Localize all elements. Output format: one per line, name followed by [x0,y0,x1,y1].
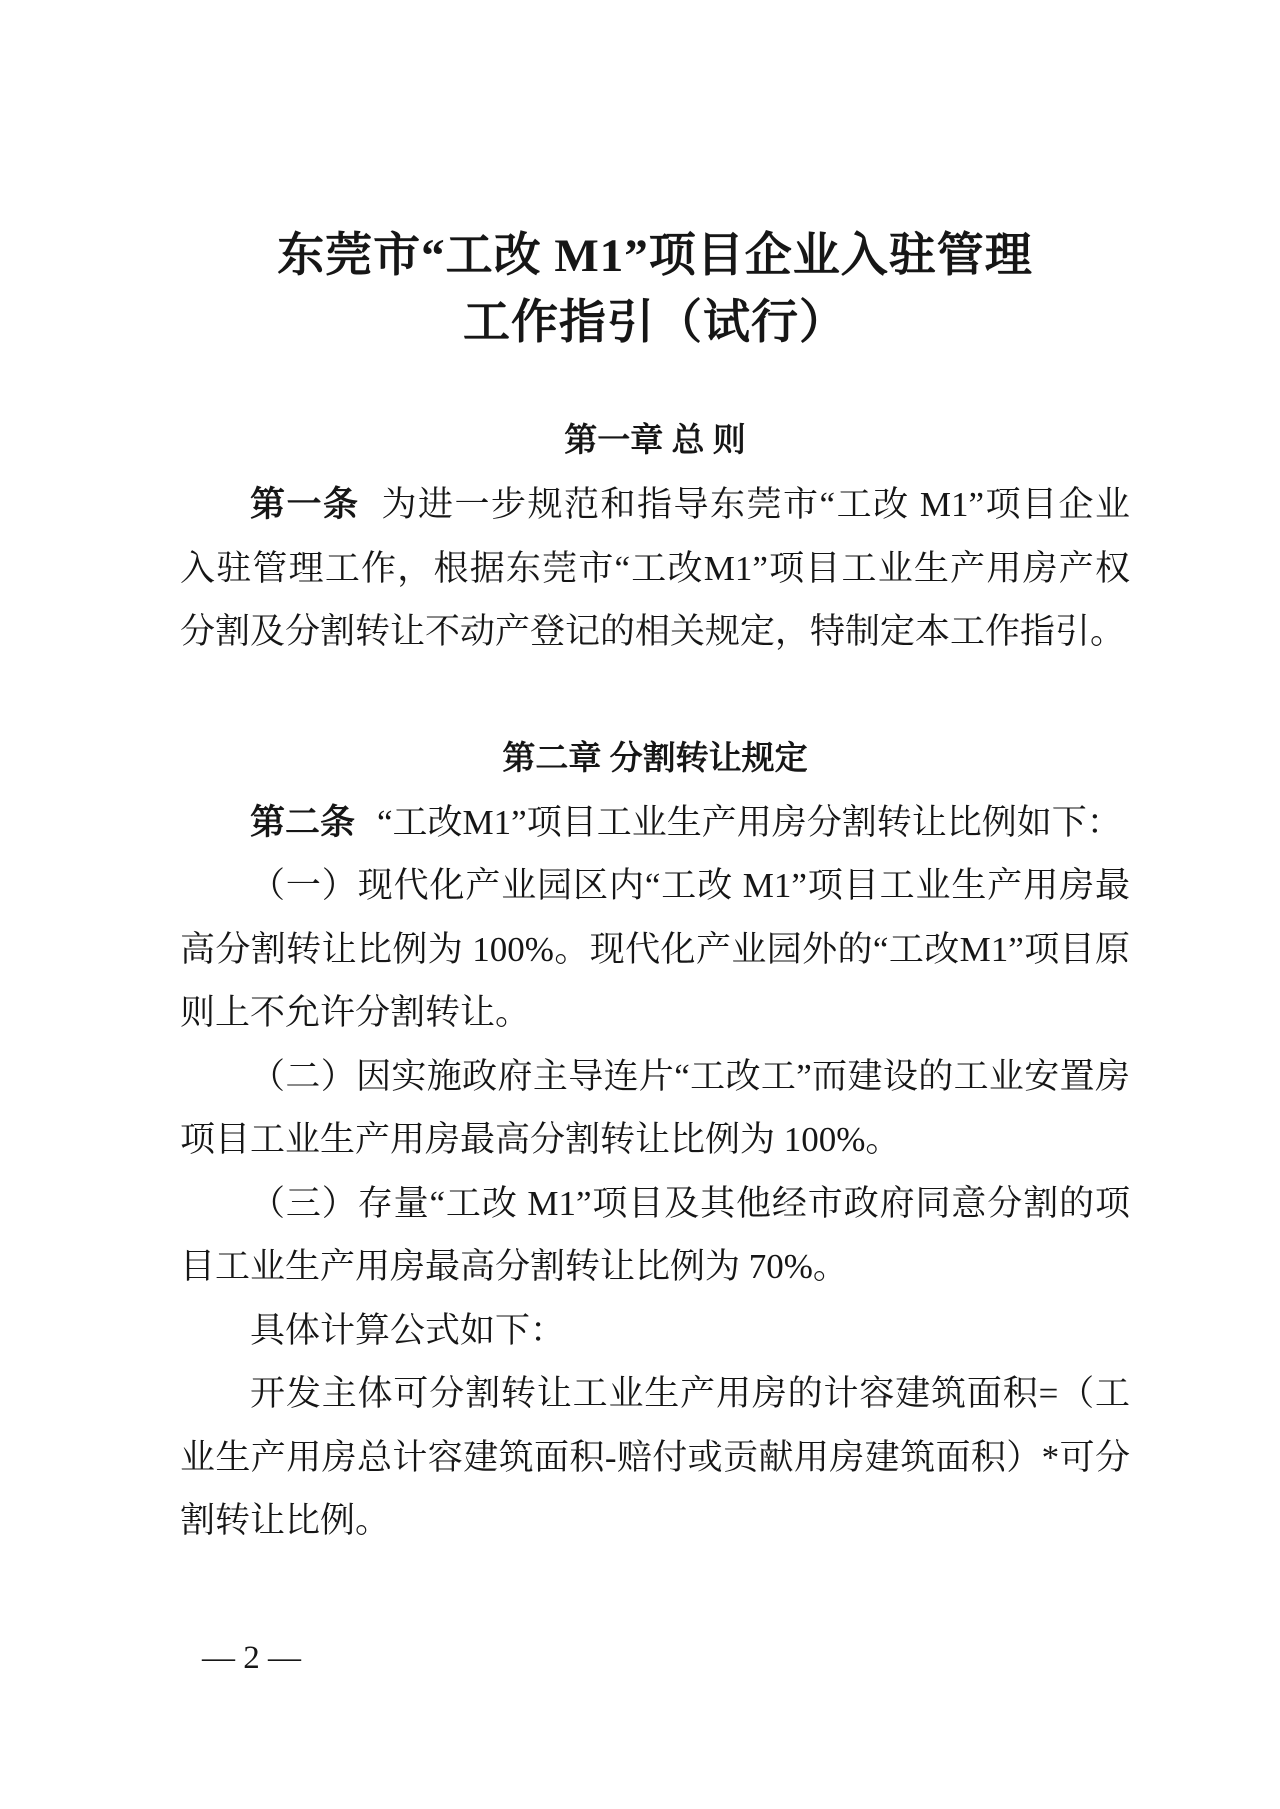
article-2-label: 第二条 [250,802,356,842]
document-title-line-2: 工作指引（试行） [463,297,847,349]
article-1-label: 第一条 [250,485,360,524]
chapter-2-heading: 第二章 分割转让规定 [502,740,808,777]
list-item-1: （一）现代化产业园区内“工改 M1”项目工业生产用房最高分割转让比例为 100%。现代化产业园外的“工改M1”项目原则上不允许分割转让。 [180,866,1130,1032]
list-item-3: （三）存量“工改 M1”项目及其他经市政府同意分割的项目工业生产用房最高分割转让比例为 70%。 [180,1183,1130,1286]
chapter-1-heading: 第一章 总 则 [564,423,746,459]
formula-intro: 具体计算公式如下： [250,1310,566,1350]
document-title-line-1: 东莞市“工改 M1”项目企业入驻管理 [277,230,1033,282]
article-1-text: 为进一步规范和指导东莞市“工改 M1”项目企业入驻管理工作，根据东莞市“工改M1”项目工业生产用房产权分割及分割转让不动产登记的相关规定，特制定本工作指引。 [180,485,1130,651]
formula-paragraph: 开发主体可分割转让工业生产用房的计容建筑面积=（工业生产用房总计容建筑面积-赔付或贡献用房建筑面积）*可分割转让比例。 [180,1374,1130,1540]
article-1-paragraph [180,473,1130,664]
document-content [180,0,1130,1553]
document-title [180,223,1130,357]
list-item-2: （二）因实施政府主导连片“工改工”而建设的工业安置房项目工业生产用房最高分割转让比例为 100%。 [180,1056,1130,1159]
page-number: — 2 — [202,1640,301,1676]
article-2-paragraph [180,791,1130,855]
article-2-text: “工改M1”项目工业生产用房分割转让比例如下： [377,802,1122,842]
